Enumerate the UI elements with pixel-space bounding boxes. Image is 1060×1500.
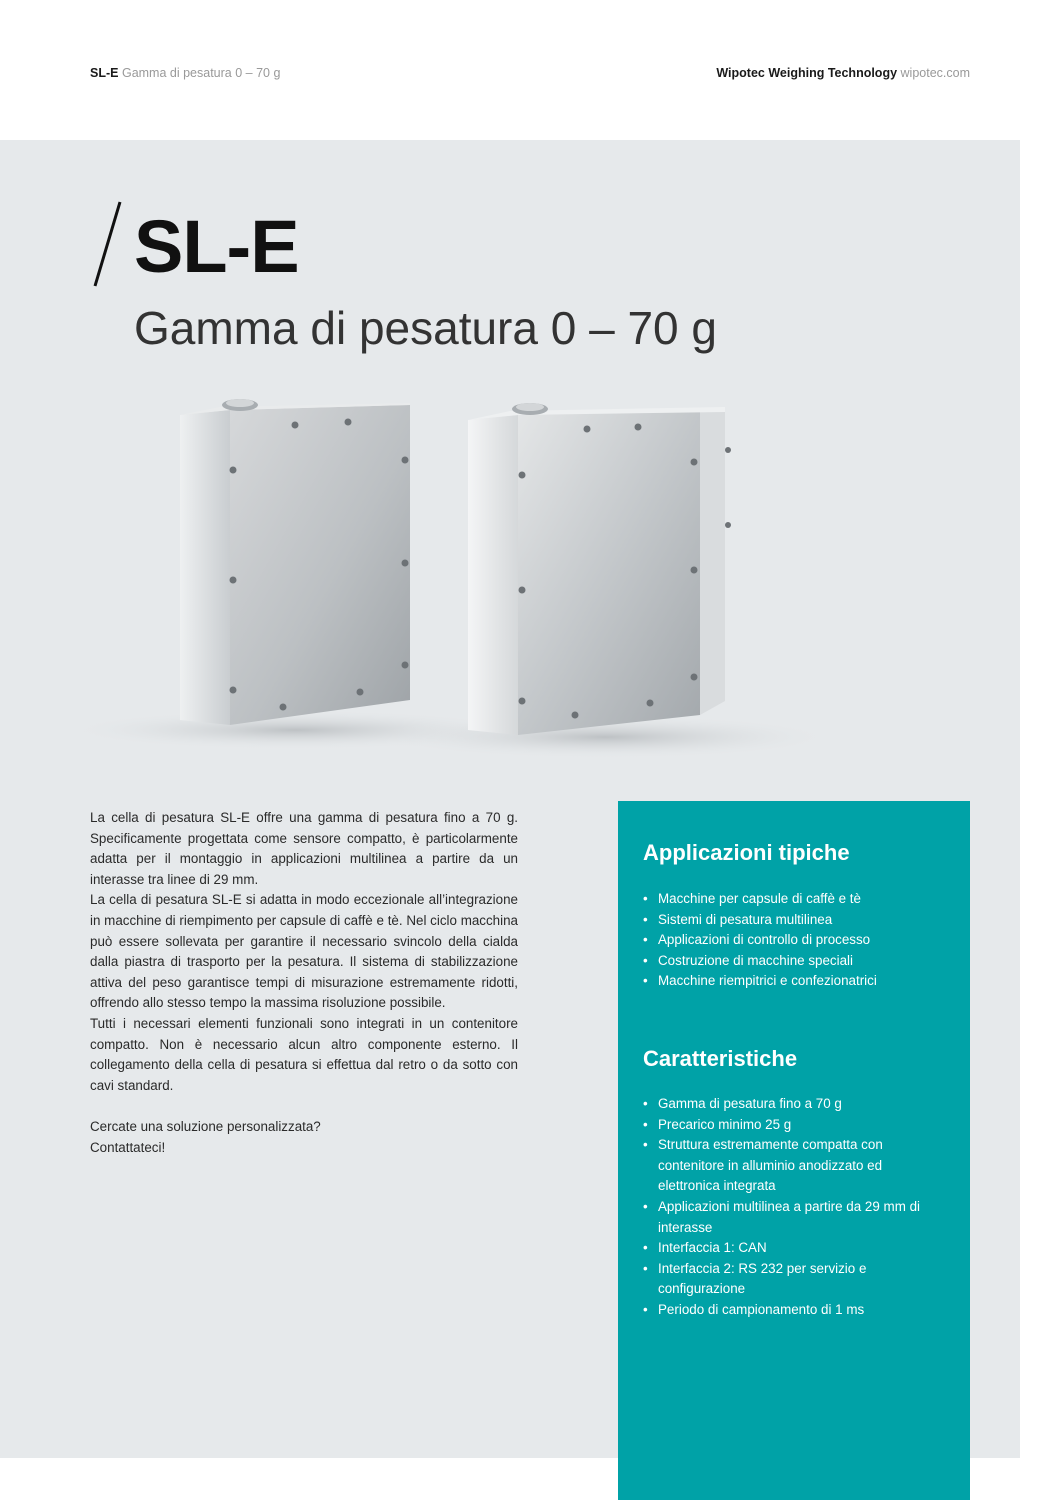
header-product-code: SL-E xyxy=(90,66,119,80)
page-header xyxy=(90,66,970,86)
list-item: • Precarico minimo 25 g xyxy=(643,1115,933,1136)
title-slash-icon xyxy=(92,200,122,288)
list-item: • Interfaccia 2: RS 232 per servizio e configurazione xyxy=(643,1259,933,1300)
contact-link[interactable]: Contattateci! xyxy=(90,1139,166,1155)
description-paragraph: Tutti i necessari elementi funzionali sono integrati in un contenitore compatto. Non è necessario alcun altro componente esterno. Il collegamento della cella di pesatura si effettua dal retro o da sotto con cavi standard. xyxy=(90,1015,518,1093)
list-item: • Periodo di campionamento di 1 ms xyxy=(643,1300,933,1321)
header-company-name: Wipotec Weighing Technology xyxy=(716,66,898,80)
list-item: • Costruzione di macchine speciali xyxy=(643,951,943,972)
description-paragraph: La cella di pesatura SL-E si adatta in modo eccezionale all’integrazione in macchine di riempimento per capsule di caffè e tè. Nel ciclo macchina può essere sollevata per garantire il necessario svincolo della cialda dalla piastra di trasporto per la pesatura. Il sistema di stabilizzazione attiva del peso garantisce tempi di misurazione estremamente ridotti, offrendo allo stesso tempo la massima risoluzione possibile. xyxy=(90,892,518,1011)
list-item: • Sistemi di pesatura multilinea xyxy=(643,910,943,931)
description-paragraph: La cella di pesatura SL-E offre una gamma di pesatura fino a 70 g. Specificamente progettata come sensore compatto, è particolarmente adatta per il montaggio in applicazioni multilinea a partire da un interasse tra linee di 29 mm. xyxy=(90,810,518,887)
features-title: Caratteristiche xyxy=(643,1046,798,1071)
spacer xyxy=(90,1096,518,1117)
applications-list xyxy=(643,889,943,992)
features-list xyxy=(643,1094,933,1321)
header-product-range: Gamma di pesatura 0 – 70 g xyxy=(121,66,281,80)
list-item: • Interfaccia 1: CAN xyxy=(643,1238,933,1259)
page-title: SL-E xyxy=(134,205,299,288)
header-product xyxy=(90,66,280,80)
list-item: • Gamma di pesatura fino a 70 g xyxy=(643,1094,933,1115)
applications-title: Applicazioni tipiche xyxy=(643,840,850,865)
list-item: • Macchine per capsule di caffè e tè xyxy=(643,889,943,910)
header-company xyxy=(716,66,970,80)
list-item: • Applicazioni multilinea a partire da 29 mm di interasse xyxy=(643,1197,933,1238)
product-photo xyxy=(40,385,1000,765)
page-subtitle: Gamma di pesatura 0 – 70 g xyxy=(134,302,717,354)
list-item: • Applicazioni di controllo di processo xyxy=(643,930,943,951)
contact-question: Cercate una soluzione personalizzata? xyxy=(90,1118,321,1134)
list-item: • Macchine riempitrici e confezionatrici xyxy=(643,971,943,992)
list-item: • Struttura estremamente compatta con contenitore in alluminio anodizzato ed elettronica integrata xyxy=(643,1135,933,1197)
product-description xyxy=(90,808,518,1158)
header-website-link[interactable]: wipotec.com xyxy=(900,66,970,80)
